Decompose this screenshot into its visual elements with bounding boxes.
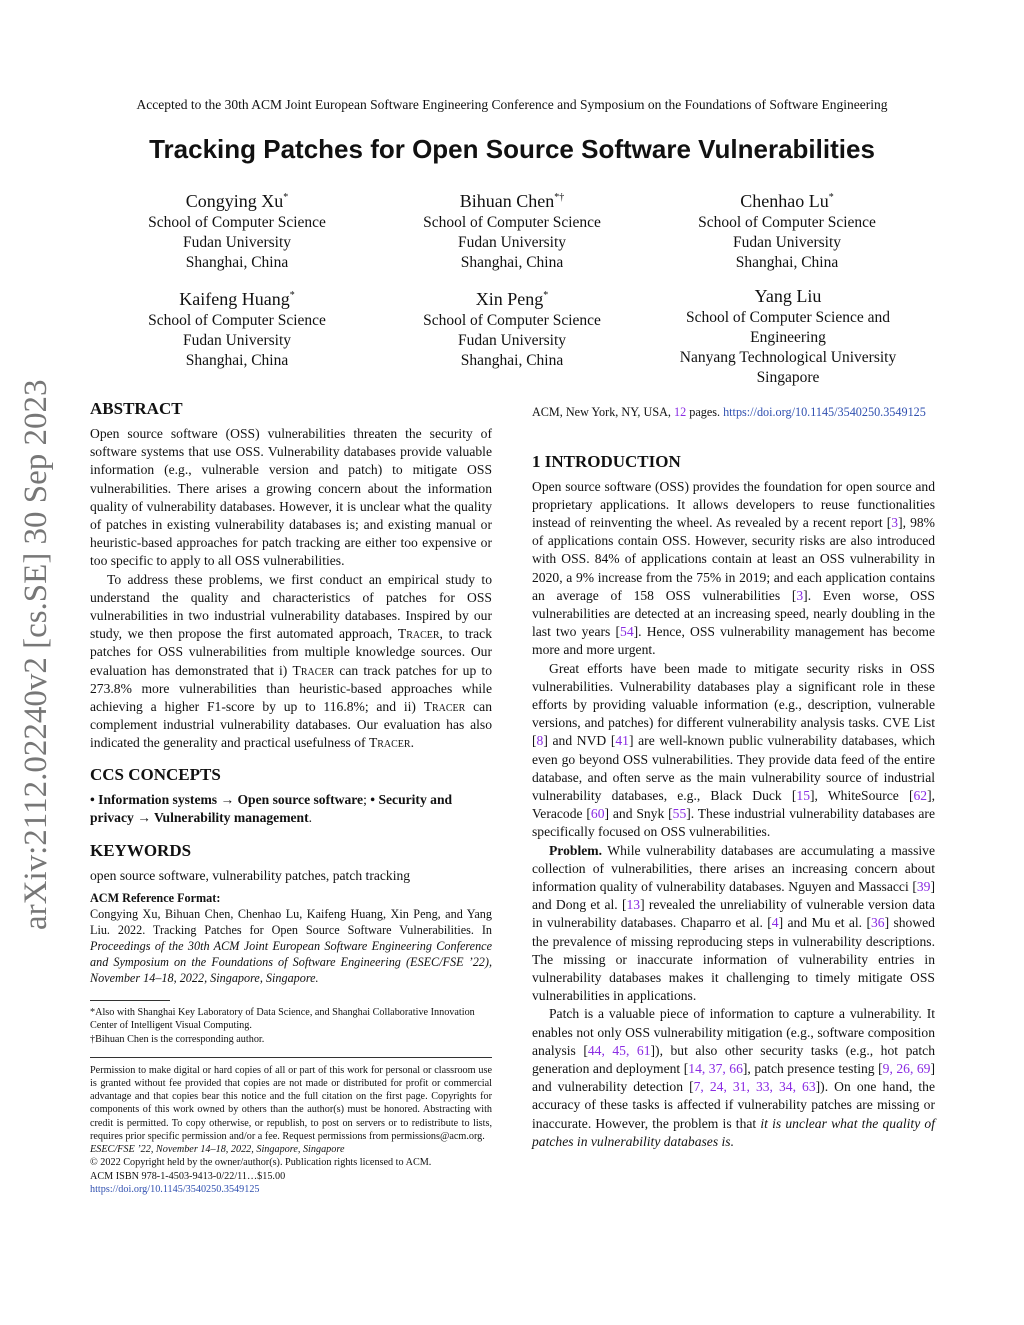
author-mark: * bbox=[289, 290, 295, 301]
author-block bbox=[657, 186, 917, 273]
abstract-heading: ABSTRACT bbox=[90, 399, 183, 418]
abstract-paragraph-1: Open source software (OSS) vulnerabilities threaten the security of software systems that use OSS. Vulnerability databases provide valuable information (e.g., vulnerable version and patch) to mitigate OSS vulnerabilities. There arises a growing concern about the information quality of vulnerability databases. However, it is unclear what the quality of patches in existing vulnerability databases is; and existing manual or heuristic-based approaches for patch tracking are either too expensive or too specific to apply to all OSS vulnerabilities. bbox=[90, 426, 492, 569]
author-block bbox=[107, 186, 367, 273]
author-name: Chenhao Lu bbox=[740, 191, 829, 211]
permission-venue: ESEC/FSE ’22, November 14–18, 2022, Singapore, Singapore bbox=[90, 1144, 345, 1156]
footnote-star: *Also with Shanghai Key Laboratory of Data Science, and Shanghai Collaborative Innovation Center of Intelligent Visual Computing. bbox=[90, 1007, 475, 1032]
author-institution: Fudan University bbox=[732, 234, 842, 251]
author-affiliation: School of Computer Science bbox=[423, 312, 601, 329]
permission-isbn: ACM ISBN 978-1-4503-9413-0/22/11…$15.00 bbox=[90, 1170, 286, 1182]
intro-paragraph-3: Problem. While vulnerability databases are accumulating a massive collection of vulnerabilities, there arises an increasing concern about information quality of vulnerability databases. Nguyen and Massacci [39] and Dong et al. [13] revealed the unreliability of vulnerable version data in vulnerability databases. Chaparro et al. [4] and Mu et al. [36] showed the prevalence of missing reproducing steps in vulnerability descriptions. The missing or inaccurate information of vulnerability entries in vulnerability databases makes it challenging to timely mitigate OSS vulnerabilities in applications. bbox=[532, 842, 935, 1004]
author-mark: *† bbox=[554, 192, 565, 203]
author-affiliation: School of Computer Science bbox=[423, 214, 601, 231]
author-block bbox=[382, 186, 642, 273]
intro-paragraph-4: Patch is a valuable piece of information to capture a vulnerability. It enables not only OSS vulnerability mitigation (e.g., software composition analysis [44, 45, 61]), but also other security tasks (e.g., hot patch generation and deployment [14, 37, 66], patch presence testing [9, 26, 69] and vulnerability detection [7, 24, 31, 33, 34, 63]). On one hand, the accuracy of these tasks is affected if vulnerability patches are missing or inaccurate. However, the problem is that it is unclear what the quality of patches in vulnerability databases is. bbox=[532, 1006, 936, 1149]
author-block bbox=[657, 284, 919, 388]
right-column bbox=[532, 404, 935, 1151]
reference-continuation: ACM, New York, NY, USA, 12 pages. https://doi.org/10.1145/3540250.3549125 bbox=[532, 405, 926, 419]
arxiv-stamp: arXiv:2112.02240v2 [cs.SE] 30 Sep 2023 bbox=[18, 379, 54, 930]
author-institution: Nanyang Technological University bbox=[679, 349, 897, 366]
author-institution: Fudan University bbox=[457, 234, 567, 251]
author-location: Shanghai, China bbox=[460, 352, 564, 369]
author-location: Shanghai, China bbox=[185, 254, 289, 271]
permission-copyright: © 2022 Copyright held by the owner/author(s). Publication rights licensed to ACM. bbox=[90, 1157, 432, 1169]
permission-doi-link[interactable]: https://doi.org/10.1145/3540250.3549125 bbox=[90, 1183, 260, 1195]
author-name: Congying Xu bbox=[185, 191, 284, 211]
author-affiliation: School of Computer Science bbox=[148, 214, 326, 231]
author-location: Shanghai, China bbox=[460, 254, 564, 271]
author-name: Bihuan Chen bbox=[459, 191, 555, 211]
conference-header: Accepted to the 30th ACM Joint European Software Engineering Conference and Symposium on the Foundations of Software Engineering bbox=[136, 97, 888, 112]
footnote-rule bbox=[90, 1000, 170, 1001]
reference-text: Congying Xu, Bihuan Chen, Chenhao Lu, Kaifeng Huang, Xin Peng, and Yang Liu. 2022. Tracking Patches for Open Source Software Vulnerabilities. In Proceedings of the 30th ACM Joint European Software Engineering Conference and Symposium on the Foundations of Software Engineering (ESEC/FSE ’22), November 14–18, 2022, Singapore, Singapore. bbox=[90, 907, 492, 986]
reference-heading: ACM Reference Format: bbox=[90, 891, 221, 906]
reference-doi-link[interactable]: https://doi.org/10.1145/3540250.3549125 bbox=[723, 405, 926, 419]
author-institution: Fudan University bbox=[182, 332, 292, 349]
permission-notice: Permission to make digital or hard copies of all or part of this work for personal or classroom use is granted without fee provided that copies are not made or distributed for profit or commercial advantage and that copies bear this notice and the full citation on the first page. Copyrights for components of this work owned by others than the author(s) must be honored. Abstracting with credit is permitted. To copy otherwise, or republish, to post on servers or to redistribute to lists, requires prior specific permission and/or a fee. Request permissions from permissions@acm.org. bbox=[90, 1064, 492, 1142]
abstract-paragraph-2: To address these problems, we first conduct an empirical study to understand the quality and characteristics of patches for OSS vulnerabilities in two industrial vulnerability databases. Inspired by our study, we then propose the first automated approach, Tracer, to track patches for OSS vulnerabilities from multiple knowledge sources. Our evaluation has demonstrated that i) Tracer can track patches for up to 273.8% more vulnerabilities than heuristic-based approaches while achieving a higher F1-score by up to 116.8%; and ii) Tracer can complement industrial vulnerability databases. Our evaluation has also indicated the generality and practical usefulness of Tracer. bbox=[90, 571, 493, 751]
author-location: Shanghai, China bbox=[735, 254, 839, 271]
author-name: Yang Liu bbox=[754, 286, 822, 306]
author-mark: * bbox=[828, 192, 834, 203]
author-name: Kaifeng Huang bbox=[179, 289, 290, 309]
paper-title: Tracking Patches for Open Source Software Vulnerabilities bbox=[149, 134, 875, 164]
author-location: Shanghai, China bbox=[185, 352, 289, 369]
author-affiliation: School of Computer Science bbox=[148, 312, 326, 329]
author-block bbox=[382, 284, 642, 371]
author-institution: Fudan University bbox=[457, 332, 567, 349]
ccs-heading: CCS CONCEPTS bbox=[90, 764, 221, 784]
author-institution: Fudan University bbox=[182, 234, 292, 251]
footnote-dagger: †Bihuan Chen is the corresponding author. bbox=[90, 1033, 265, 1045]
author-affiliation: School of Computer Science bbox=[698, 214, 876, 231]
permission-rule bbox=[90, 1057, 492, 1058]
ccs-concepts: • Information systems → Open source software; • Security and privacy → Vulnerability management. bbox=[90, 791, 453, 825]
author-mark: * bbox=[283, 192, 289, 203]
intro-paragraph-1: Open source software (OSS) provides the foundation for open source and proprietary applications. It allows developers to reuse functionalities instead of reinventing the wheel. As revealed by a recent report [3], 98% of applications contain OSS. However, security risks are also introduced with OSS. 84% of applications contain at least an OSS vulnerability in 2020, a 9% increase from the 75% in 2019; and each application contains an average of 158 OSS vulnerabilities [3]. Even worse, OSS vulnerabilities are detected at an increasing speed, nearly doubling in the last two years [54]. Hence, OSS vulnerability management has become more and more urgent. bbox=[532, 478, 935, 658]
left-column bbox=[90, 398, 492, 1196]
introduction-heading: 1 INTRODUCTION bbox=[532, 451, 681, 471]
keywords-text: open source software, vulnerability patches, patch tracking bbox=[90, 868, 411, 884]
acm-reference-format bbox=[90, 890, 492, 986]
author-location: Singapore bbox=[756, 369, 820, 386]
author-mark: * bbox=[543, 290, 549, 301]
author-block bbox=[107, 284, 367, 371]
author-name: Xin Peng bbox=[475, 289, 544, 309]
keywords-heading: KEYWORDS bbox=[90, 841, 192, 861]
author-affiliation: School of Computer Science and Engineering bbox=[685, 309, 891, 346]
intro-paragraph-2: Great efforts have been made to mitigate security risks in OSS vulnerabilities. Vulnerability databases play a significant role in these efforts by providing valuable information (e.g., description, vulnerable versions, and patches) for different vulnerability analysis tasks. CVE List [8] and NVD [41] are well-known public vulnerability databases, which even go beyond OSS vulnerabilities. They provide data feed of the entire database, and often serve as the main vulnerability source of industrial vulnerability databases, e.g., Black Duck [15], WhiteSource [62], Veracode [60] and Snyk [55]. These industrial vulnerability databases are specifically focused on OSS vulnerabilities. bbox=[532, 660, 935, 840]
